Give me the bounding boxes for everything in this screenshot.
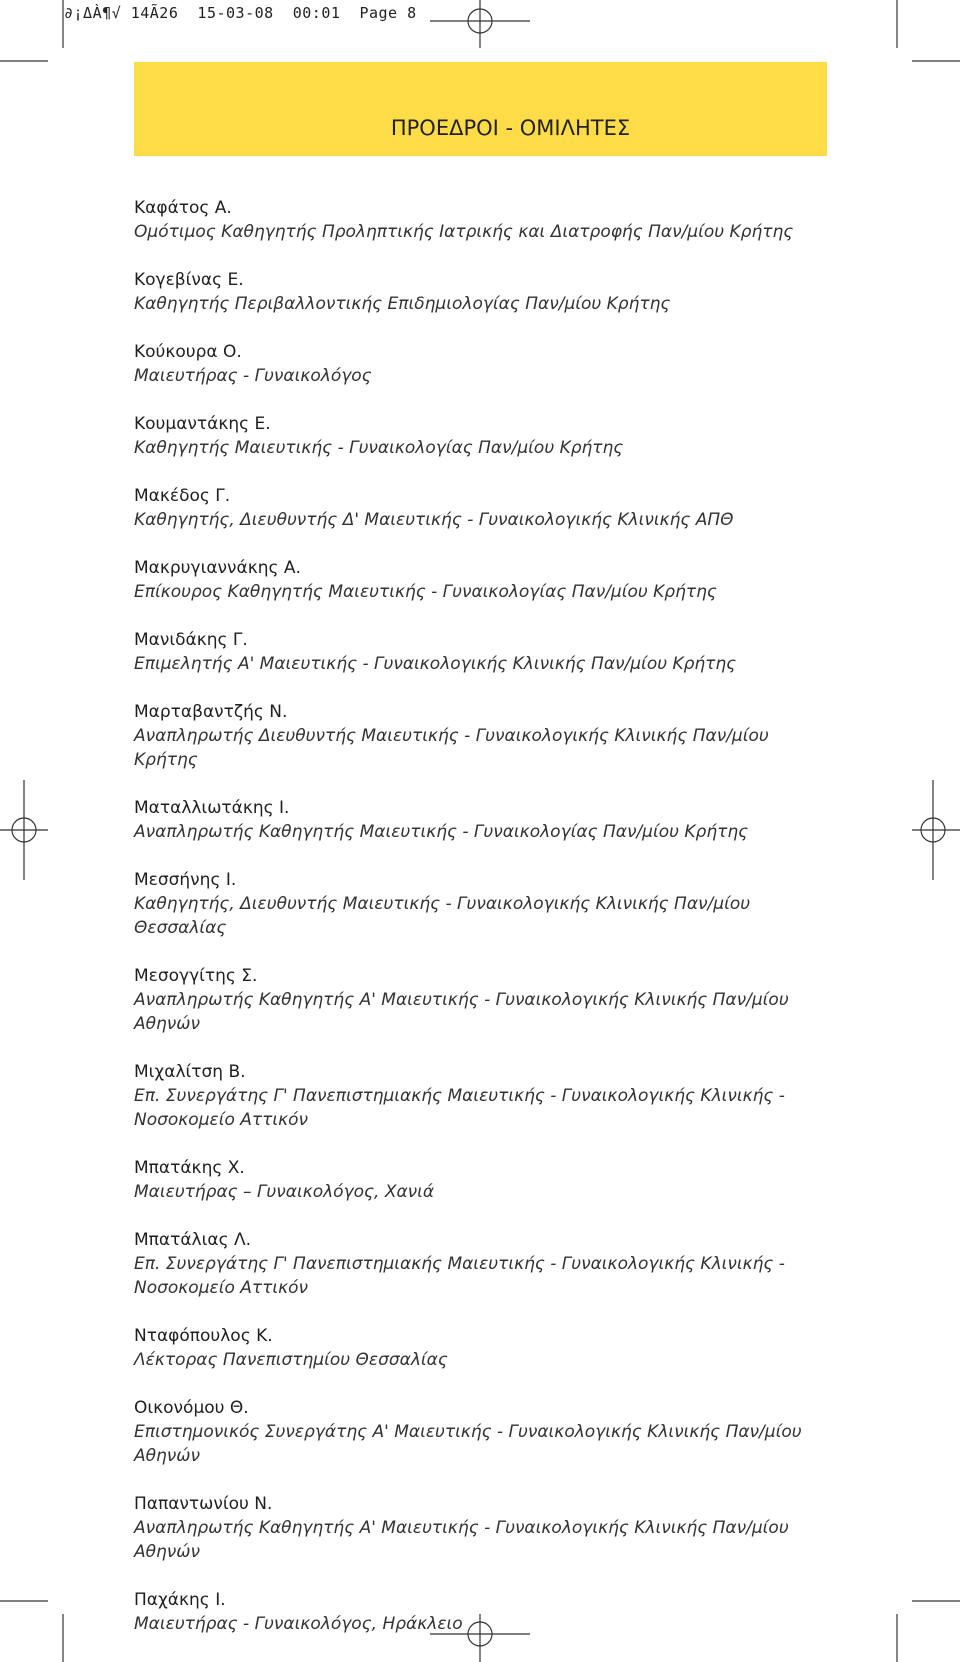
speaker-name: Μανιδάκης Γ. xyxy=(134,630,248,650)
speaker-entry xyxy=(134,340,834,388)
speaker-role: Αναπληρωτής Καθηγητής Α' Μαιευτικής - Γυναικολογικής Κλινικής Παν/μίου Αθηνών xyxy=(134,1518,789,1562)
speaker-role: Επιστημονικός Συνεργάτης Α' Μαιευτικής - Γυναικολογικής Κλινικής Παν/μίου Αθηνών xyxy=(134,1422,802,1466)
speaker-role: Ομότιμος Καθηγητής Προληπτικής Ιατρικής και Διατροφής Παν/μίου Κρήτης xyxy=(134,222,794,242)
speaker-role: Επ. Συνεργάτης Γ' Πανεπιστημιακής Μαιευτικής - Γυναικολογικής Κλινικής - Νοσοκομείο Αττικόν xyxy=(134,1254,785,1298)
page-title: ΠΡΟΕΔΡΟΙ - ΟΜΙΛΗΤΕΣ xyxy=(390,116,631,140)
speaker-name: Καφάτος Α. xyxy=(134,198,232,218)
speaker-role: Καθηγητής Μαιευτικής - Γυναικολογίας Παν/μίου Κρήτης xyxy=(134,438,624,458)
speaker-name: Παχάκης Ι. xyxy=(134,1590,226,1610)
speaker-name: Κουμαντάκης Ε. xyxy=(134,414,271,434)
speaker-entry xyxy=(134,412,834,460)
print-slug: ∂¡ΔÀ¶√ 14Ã26 15-03-08 00:01 Page 8 xyxy=(64,4,417,22)
speaker-name: Οικονόμου Θ. xyxy=(134,1398,249,1418)
speaker-role: Αναπληρωτής Καθηγητής Α' Μαιευτικής - Γυναικολογικής Κλινικής Παν/μίου Αθηνών xyxy=(134,990,789,1034)
speaker-role: Μαιευτήρας – Γυναικολόγος, Χανιά xyxy=(134,1182,435,1202)
speaker-role: Καθηγητής Περιβαλλοντικής Επιδημιολογίας Παν/μίου Κρήτης xyxy=(134,294,671,314)
speaker-name: Μακέδος Γ. xyxy=(134,486,231,506)
speaker-entry xyxy=(134,964,834,1036)
speaker-role: Καθηγητής, Διευθυντής Δ' Μαιευτικής - Γυναικολογικής Κλινικής ΑΠΘ xyxy=(134,510,734,530)
speaker-entry xyxy=(134,700,834,772)
speaker-entry xyxy=(134,628,834,676)
speaker-name: Κογεβίνας Ε. xyxy=(134,270,244,290)
registration-mark-right xyxy=(912,780,960,880)
speaker-role: Μαιευτήρας - Γυναικολόγος xyxy=(134,366,372,386)
speaker-entry xyxy=(134,196,834,244)
speaker-entry xyxy=(134,556,834,604)
speaker-entry xyxy=(134,1228,834,1300)
speaker-role: Λέκτορας Πανεπιστημίου Θεσσαλίας xyxy=(134,1350,448,1370)
speaker-name: Μεσσήνης Ι. xyxy=(134,870,237,890)
speaker-list xyxy=(134,196,834,1660)
speaker-entry xyxy=(134,1588,834,1636)
speaker-name: Μπατάκης Χ. xyxy=(134,1158,245,1178)
speaker-name: Μεσογγίτης Σ. xyxy=(134,966,258,986)
speaker-name: Μαρταβαντζής Ν. xyxy=(134,702,288,722)
speaker-role: Καθηγητής, Διευθυντής Μαιευτικής - Γυναικολογικής Κλινικής Παν/μίου Θεσσαλίας xyxy=(134,894,751,938)
speaker-entry xyxy=(134,796,834,844)
speaker-entry xyxy=(134,868,834,940)
speaker-name: Μακρυγιαννάκης Α. xyxy=(134,558,301,578)
speaker-name: Νταφόπουλος Κ. xyxy=(134,1326,273,1346)
speaker-name: Παπαντωνίου Ν. xyxy=(134,1494,273,1514)
speaker-role: Επίκουρος Καθηγητής Μαιευτικής - Γυναικολογίας Παν/μίου Κρήτης xyxy=(134,582,717,602)
speaker-role: Επ. Συνεργάτης Γ' Πανεπιστημιακής Μαιευτικής - Γυναικολογικής Κλινικής - Νοσοκομείο Αττικόν xyxy=(134,1086,785,1130)
speaker-role: Αναπληρωτής Διευθυντής Μαιευτικής - Γυναικολογικής Κλινικής Παν/μίου Κρήτης xyxy=(134,726,769,770)
speaker-entry xyxy=(134,268,834,316)
registration-mark-left xyxy=(0,780,48,880)
speaker-entry xyxy=(134,1324,834,1372)
speaker-entry xyxy=(134,1156,834,1204)
speaker-name: Μπατάλιας Λ. xyxy=(134,1230,251,1250)
speaker-name: Κούκουρα Ο. xyxy=(134,342,242,362)
registration-mark-top xyxy=(430,0,530,48)
speaker-name: Μιχαλίτση Β. xyxy=(134,1062,246,1082)
speaker-role: Αναπληρωτής Καθηγητής Μαιευτικής - Γυναικολογίας Παν/μίου Κρήτης xyxy=(134,822,749,842)
speaker-entry xyxy=(134,484,834,532)
speaker-role: Μαιευτήρας - Γυναικολόγος, Ηράκλειο xyxy=(134,1614,463,1634)
speaker-role: Επιμελητής Α' Μαιευτικής - Γυναικολογικής Κλινικής Παν/μίου Κρήτης xyxy=(134,654,737,674)
speaker-entry xyxy=(134,1060,834,1132)
speaker-name: Ματαλλιωτάκης Ι. xyxy=(134,798,290,818)
speaker-entry xyxy=(134,1396,834,1468)
speaker-entry xyxy=(134,1492,834,1564)
title-banner xyxy=(134,62,827,156)
